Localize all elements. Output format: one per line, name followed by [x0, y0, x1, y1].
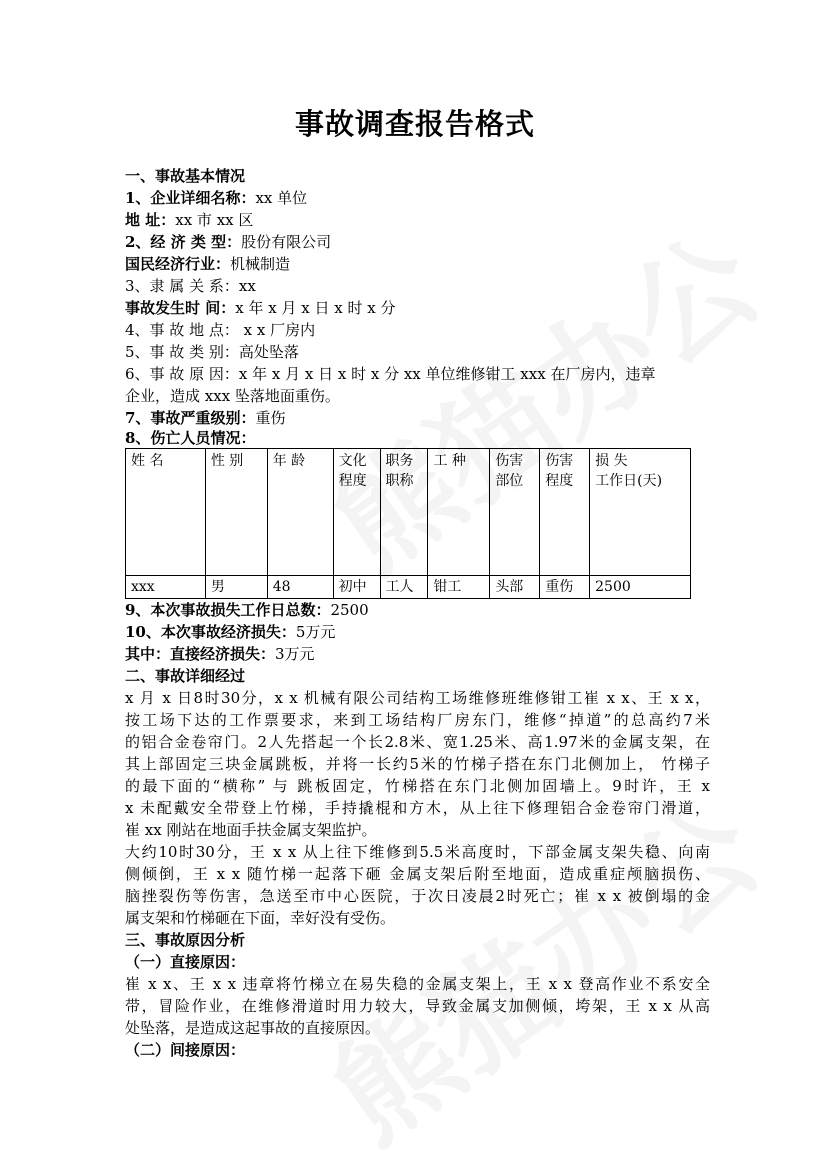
header-text: 工作日(天) — [595, 473, 663, 489]
paragraph-line: 崔 xx 刚站在地面手扶金属支架监护。 — [125, 821, 377, 839]
section-3-heading: 三、事故原因分析 — [125, 931, 246, 949]
cell-injury-degree: 重伤 — [540, 576, 590, 599]
paragraph-line: 侧倾倒，王 x x 随竹梯一起落下砸 金属支架后附至地面，造成重症颅脑损伤、 — [125, 865, 710, 883]
field-label: 4、事 故 地 点： — [125, 321, 239, 339]
field-label: 6、事 故 原 因： — [125, 365, 239, 383]
header-cell-gender — [205, 449, 267, 576]
header-cell-injury-degree — [540, 449, 590, 576]
document-title: 事故调查报告格式 — [294, 107, 535, 141]
cell-injury-part: 头部 — [490, 576, 540, 599]
header-text: 职务 — [385, 453, 414, 469]
casualty-table — [125, 448, 691, 599]
header-cell-age — [267, 449, 333, 576]
field-label: 事故发生时 间： — [125, 299, 236, 317]
paragraph-line: 的最下面的“横称” 与 跳板固定，竹梯搭在东门北侧加固墙上。9时许，王 x — [125, 777, 710, 795]
field-value: xx 单位 — [255, 189, 308, 207]
field-value: 5万元 — [295, 623, 336, 641]
field-casualty-label: 8、伤亡人员情况： — [125, 429, 256, 447]
field-industry — [125, 253, 710, 275]
header-cell-lost-days — [590, 449, 691, 576]
paragraph-line: 大约10时30分，王 x x 从上往下维修到5.5米高度时，下部金属支架失稳、向南 — [125, 843, 710, 861]
field-value: 2500 — [330, 601, 369, 619]
field-company — [125, 187, 710, 209]
field-label: 其中：直接经济损失： — [125, 645, 276, 663]
field-label: 1、企业详细名称： — [125, 189, 256, 207]
field-address — [125, 209, 710, 231]
paragraph-line: 带，冒险作业，在维修滑道时用力较大，导致金属支加侧倾，垮架，王 x x 从高 — [125, 997, 710, 1015]
cell-gender: 男 — [205, 576, 267, 599]
header-cell-name — [126, 449, 206, 576]
field-label: 3、隶 属 关 系： — [125, 277, 239, 295]
field-value: xx — [238, 277, 256, 295]
field-value: x 年 x 月 x 日 x 时 x 分 — [235, 299, 396, 317]
header-text: 性 别 — [210, 453, 244, 469]
field-time — [125, 297, 710, 319]
paragraph-line: 按工场下达的工作票要求，来到工场结构厂房东门，维修“掉道”的总高约7米 — [125, 711, 710, 729]
field-value: 股份有限公司 — [241, 233, 332, 251]
cell-trade: 钳工 — [428, 576, 490, 599]
header-cell-trade — [428, 449, 490, 576]
header-cell-education — [333, 449, 380, 576]
header-text: 程度 — [338, 473, 367, 489]
field-category — [125, 341, 710, 363]
header-text: 损 失 — [595, 453, 628, 469]
field-value: x x 厂房内 — [238, 321, 316, 339]
header-text: 年 龄 — [272, 453, 306, 469]
casualty-table-header-row — [126, 449, 691, 576]
cell-education: 初中 — [333, 576, 380, 599]
paragraph-line: x 月 x 日8时30分，x x 机械有限公司结构工场维修班维修钳工崔 x x、王 x x， — [125, 689, 710, 707]
header-text: 伤害 — [495, 453, 524, 469]
field-severity — [125, 407, 710, 429]
section-1-heading: 一、事故基本情况 — [125, 167, 246, 185]
field-value: 3万元 — [275, 645, 315, 663]
field-label: 地 址： — [125, 211, 176, 229]
paragraph-line: 处坠落，是造成这起事故的直接原因。 — [125, 1019, 381, 1037]
paragraph-line: x 未配戴安全带登上竹梯，手持撬棍和方木，从上往下修理铝合金卷帘门滑道， — [125, 799, 710, 817]
field-label: 7、事故严重级别： — [125, 409, 256, 427]
paragraph-line: 属支架和竹梯砸在下面，幸好没有受伤。 — [125, 909, 396, 927]
field-label: 国民经济行业： — [125, 255, 231, 273]
field-lost-days — [125, 599, 710, 621]
field-cause — [125, 363, 710, 385]
header-cell-injury-part — [490, 449, 540, 576]
header-text: 工 种 — [433, 453, 466, 469]
field-label: 2、经 济 类 型： — [125, 233, 242, 251]
paragraph-line: 其上部固定三块金属跳板，并将一长约5米的竹梯子搭在东门北侧加上， 竹梯子 — [125, 755, 710, 773]
paragraph-line: 崔 x x、王 x x 违章将竹梯立在易失稳的金属支架上，王 x x 登高作业不系安全 — [125, 975, 710, 993]
cell-age: 48 — [267, 576, 333, 599]
field-value: 高处坠落 — [238, 343, 299, 361]
header-text: 职称 — [385, 473, 414, 489]
field-label: 9、本次事故损失工作日总数： — [125, 601, 331, 619]
field-label: 5、事 故 类 别： — [125, 343, 239, 361]
paragraph-line: 的铝合金卷帘门。2人先搭起一个长2.8米、宽1.25米、高1.97米的金属支架，在 — [125, 733, 710, 751]
header-text: 部位 — [495, 473, 524, 489]
cell-name: xxx — [126, 576, 206, 599]
cell-position: 工人 — [380, 576, 428, 599]
field-direct-loss — [125, 643, 710, 665]
cell-lost-days: 2500 — [590, 576, 691, 599]
field-affiliation — [125, 275, 710, 297]
section-2-heading: 二、事故详细经过 — [125, 667, 246, 685]
field-place — [125, 319, 710, 341]
field-cause-continued: 企业，造成 xxx 坠落地面重伤。 — [125, 387, 340, 405]
direct-cause-heading: （一）直接原因： — [125, 953, 246, 971]
header-text: 程度 — [545, 473, 574, 489]
indirect-cause-heading: （二）间接原因： — [125, 1041, 246, 1059]
header-text: 姓 名 — [131, 453, 164, 469]
field-value: xx 市 xx 区 — [175, 211, 254, 229]
paragraph-line: 脑挫裂伤等伤害，急送至市中心医院，于次日凌晨2时死亡；崔 x x 被倒塌的金 — [125, 887, 710, 905]
header-cell-position — [380, 449, 428, 576]
field-econ-loss — [125, 621, 710, 643]
field-econ-type — [125, 231, 710, 253]
field-value: 机械制造 — [230, 255, 291, 273]
field-label: 10、本次事故经济损失： — [125, 623, 296, 641]
field-value: 重伤 — [255, 409, 286, 427]
header-text: 文化 — [338, 453, 367, 469]
header-text: 伤害 — [545, 453, 574, 469]
field-value: x 年 x 月 x 日 x 时 x 分 xx 单位维修钳工 xxx 在厂房内，违章 — [238, 365, 656, 383]
casualty-table-row — [126, 576, 691, 599]
